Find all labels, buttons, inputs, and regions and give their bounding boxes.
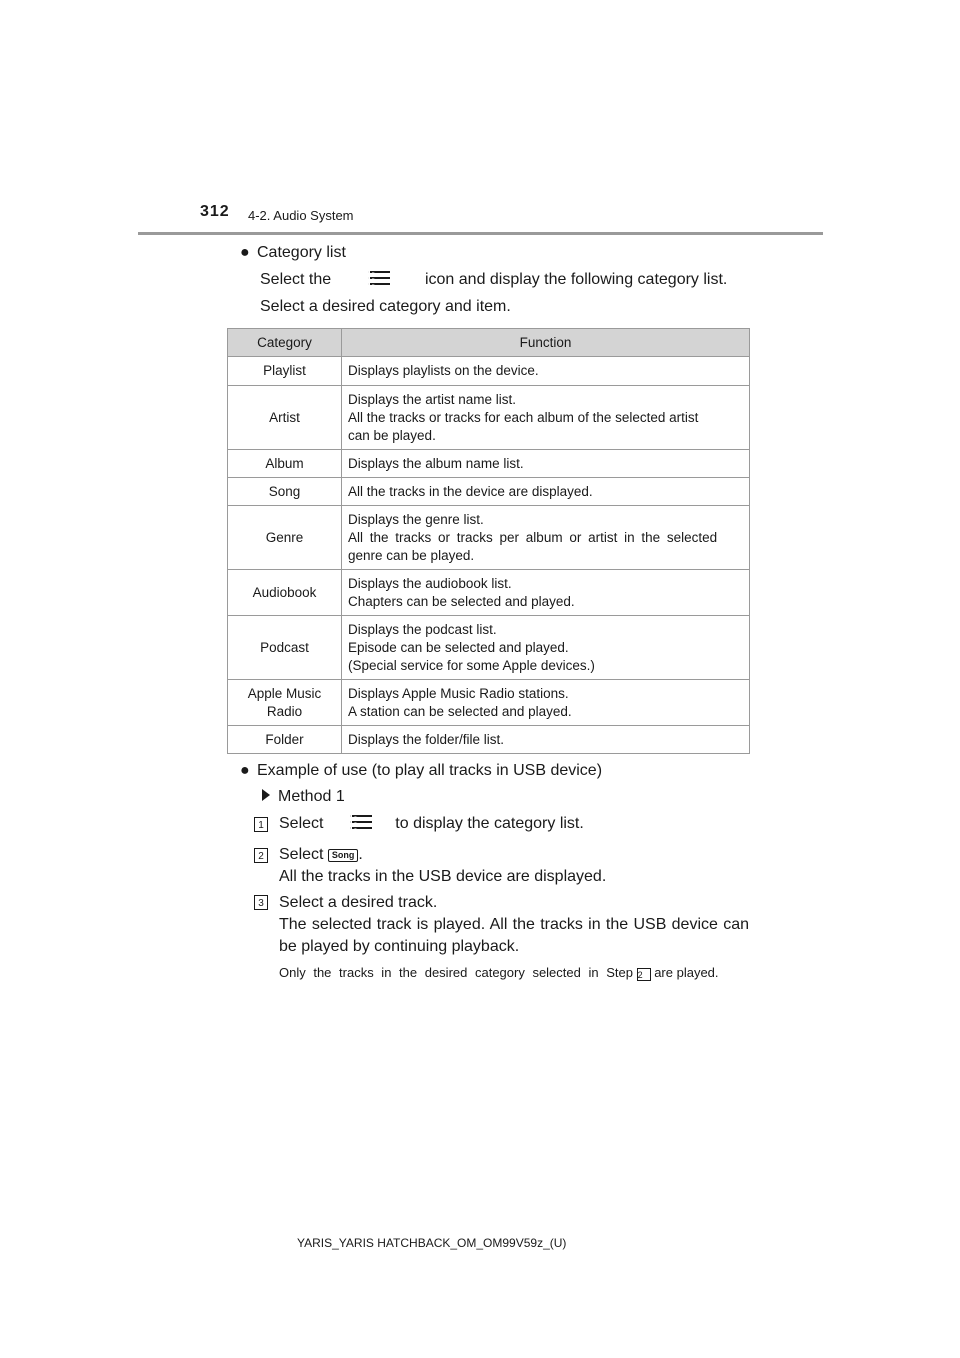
header-category: Category <box>228 329 342 357</box>
function-cell <box>342 570 750 616</box>
category-cell: Playlist <box>228 357 342 386</box>
function-line: A station can be selected and played. <box>348 703 572 719</box>
category-cell: Audiobook <box>228 570 342 616</box>
table-row <box>228 570 750 616</box>
category-list-instruction <box>260 270 727 290</box>
table-row <box>228 478 750 506</box>
step-1-number: 1 <box>254 817 268 832</box>
function-cell <box>342 357 750 386</box>
function-cell <box>342 386 750 450</box>
function-line: All the tracks or tracks per album or artist in the selected <box>348 529 718 545</box>
category-cell: Album <box>228 450 342 478</box>
table-row <box>228 726 750 754</box>
function-cell <box>342 478 750 506</box>
instruction-text-before: Select the <box>260 271 332 288</box>
function-cell <box>342 506 750 570</box>
category-cell: Podcast <box>228 616 342 680</box>
list-menu-icon <box>368 270 390 286</box>
method-text: Method 1 <box>278 788 345 805</box>
category-table <box>227 328 750 754</box>
table-row <box>228 357 750 386</box>
function-line: (Special service for some Apple devices.) <box>348 657 595 673</box>
step-3-action: Select a desired track. <box>279 894 438 911</box>
step-2-after: . <box>358 846 363 863</box>
category-line: Apple Music <box>247 685 322 701</box>
page-number: 312 <box>200 203 230 220</box>
footer-doc-id: YARIS_YARIS HATCHBACK_OM_OM99V59z_(U) <box>297 1236 567 1250</box>
function-line: Chapters can be selected and played. <box>348 593 575 609</box>
step-1-after: to display the category list. <box>395 815 584 832</box>
category-cell: Artist <box>228 386 342 450</box>
step-2-before: Select <box>279 846 324 863</box>
instruction-text-after: icon and display the following category list. <box>424 271 728 288</box>
function-line: Displays the podcast list. <box>348 621 497 637</box>
category-cell: Folder <box>228 726 342 754</box>
step-2-result: All the tracks in the USB device are displayed. <box>279 868 607 885</box>
category-cell: Genre <box>228 506 342 570</box>
arrow-right-icon <box>262 789 270 801</box>
step-3-text <box>279 892 749 958</box>
step-2-number: 2 <box>254 848 268 863</box>
function-line: All the tracks or tracks for each album of the selected artist <box>348 409 699 425</box>
function-line: genre can be played. <box>348 547 475 563</box>
category-list-heading <box>240 243 346 263</box>
step-reference-box: 2 <box>637 968 651 981</box>
function-line: can be played. <box>348 427 436 443</box>
note-text <box>279 964 745 982</box>
header-rule <box>138 232 823 235</box>
category-cell: Song <box>228 478 342 506</box>
note-after: are played. <box>654 965 719 980</box>
function-line: Displays the album name list. <box>348 455 524 471</box>
function-line: Displays playlists on the device. <box>348 363 539 378</box>
table-row <box>228 506 750 570</box>
function-line: Displays Apple Music Radio stations. <box>348 685 569 701</box>
table-header-row <box>228 329 750 357</box>
function-line: Displays the genre list. <box>348 511 484 527</box>
function-line: Displays the artist name list. <box>348 391 517 407</box>
step-3-number: 3 <box>254 895 268 910</box>
step-1-before: Select <box>279 815 324 832</box>
function-cell <box>342 726 750 754</box>
method-label <box>262 787 345 807</box>
function-cell <box>342 450 750 478</box>
function-line: All the tracks in the device are displayed. <box>348 483 593 499</box>
step-3-result: The selected track is played. All the tracks in the USB device can be played by continuing playback. <box>279 916 749 955</box>
header-function: Function <box>342 329 750 357</box>
note-before: Only the tracks in the desired category selected in Step <box>279 965 633 980</box>
example-title: Example of use (to play all tracks in USB device) <box>257 762 603 779</box>
list-menu-icon <box>350 814 372 830</box>
category-cell <box>228 680 342 726</box>
function-cell <box>342 616 750 680</box>
function-line: Displays the audiobook list. <box>348 575 512 591</box>
song-button-icon: Song <box>328 849 359 862</box>
category-line: Radio <box>266 703 303 719</box>
table-row <box>228 450 750 478</box>
function-line: Displays the folder/file list. <box>348 731 505 747</box>
table-row <box>228 680 750 726</box>
category-list-title: Category list <box>257 244 346 261</box>
example-heading <box>240 761 602 781</box>
function-cell <box>342 680 750 726</box>
step-2-text <box>279 844 749 888</box>
function-line: Episode can be selected and played. <box>348 639 569 655</box>
section-title: 4-2. Audio System <box>248 208 354 223</box>
bullet-icon: ● <box>240 244 250 261</box>
table-row <box>228 616 750 680</box>
category-list-instruction-2: Select a desired category and item. <box>260 298 511 315</box>
table-row <box>228 386 750 450</box>
bullet-icon: ● <box>240 762 250 779</box>
step-1-text <box>279 813 749 835</box>
